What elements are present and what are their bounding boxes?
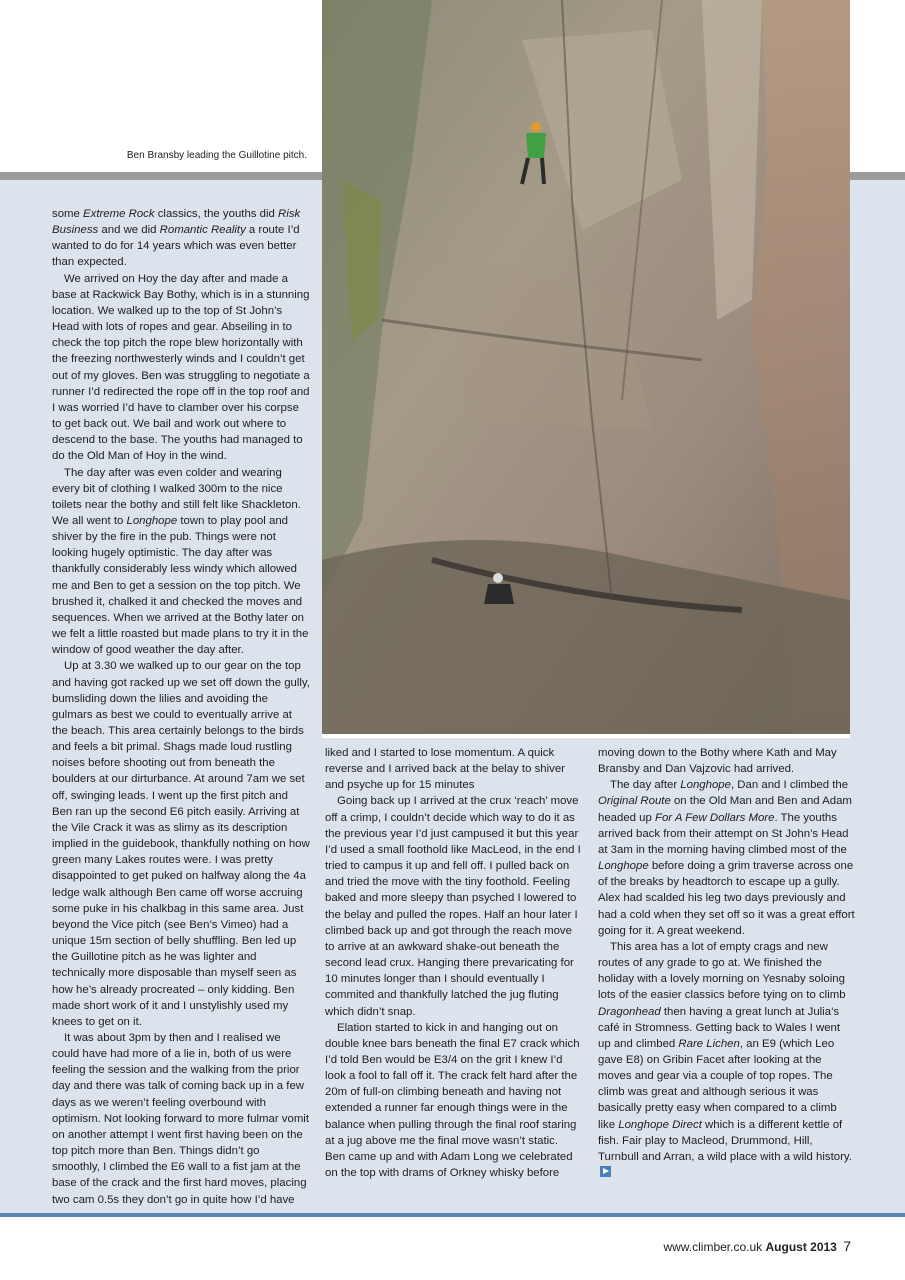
paragraph: Up at 3.30 we walked up to our gear on the top and having got racked up we set off down the gully, bumsliding down the lilies and avoiding the gulmars as best we could to eventually arrive at the beach. This area certainly belongs to the birds and feels a bit primal. Shags made loud rustling noises before shooting out from beneath the boulders at our dirturbance. At around 7am we set off, swinging leads. I went up the first pitch and Ben ran up the second E6 pitch easily. Arriving at the Vile Crack it was as slimy as its description implied in the guidebook, thankfully nothing on how green many Lakes routes were. I was pretty disappointed to get puked on halfway along the 4a ledge walk although Ben came off worse accruing some puke in his chalkbag in this same area. Just beyond the Vice pitch (see Ben’s Vimeo) had a unique 15m section of belly shuffling. Ben led up the Guillotine pitch as he was lighter and technically more disposable than myself seen as how he’s already procreated – only kidding. Ben made short work of it and I unstylishly used my knees to get on it. [52,660,310,1028]
grey-divider-left [0,172,322,180]
paragraph: some Extreme Rock classics, the youths did Risk Business and we did Romantic Reality a route I’d wanted to do for 14 years which was even better than expected. [52,208,301,269]
italic-title: Dragonhead [598,1005,661,1018]
cliff-photo [322,0,850,734]
italic-title: Original Route [598,795,671,808]
page-number: 7 [843,1238,851,1254]
italic-title: Longhope Direct [618,1118,702,1131]
italic-title: Risk Business [52,208,301,237]
grey-divider-right [850,172,905,180]
paragraph: The day after was even colder and wearing every bit of clothing I walked 300m to the nice toilets near the bothy and still felt like Shackleton. We all went to Longhope town to play pool and shiver by the fire in the pub. Things were not looking hugely optimistic. The day after was thankfully considerably less windy which allowed me and Ben to get a session on the top pitch. We brushed it, chalked it and checked the moves and sequences. When we arrived at the Bothy later on we felt a little roasted but made plans to try it in the window of good weather the day after. [52,466,309,657]
paragraph: liked and I started to lose momentum. A quick reverse and I arrived back at the belay to shiver and psyche up for 15 minutes [325,747,565,792]
paragraph: We arrived on Hoy the day after and made a base at Rackwick Bay Bothy, which is in a stunning location. We walked up to the top of St John’s Head with lots of ropes and gear. Abseiling in to check the top pitch the rope blew horizontally with the freezing northwesterly winds and I couldn’t get out of my gloves. Ben was struggling to negotiate a runner I’d redirected the rope off in the top roof and I was worried I’d have to clamber over his corpse to get back out. We bail and work out where to descend to the base. The youths had managed to do the Old Man of Hoy in the wind. [52,272,310,463]
paragraph: Going back up I arrived at the crux ‘reach’ move off a crimp, I couldn’t decide which way to do it as the previous year I’d just campused it but this year I’d used a small foothold like MacLeod, in the end I tried to campus it up and fell off. I pulled back on and tried the move with the tiny foothold. Feeling baked and more sleepy than psyched I lowered to the belay and pulled the ropes. Half an hour later I climbed back up and got through the reach move to arrive at an awkward shake-out beneath the second lead crux. Hanging there prevaricating for 10 minutes longer than I should eventually I commited and thankfully latched the jug fluting which didn’t snap. [325,795,581,1018]
paragraph: moving down to the Bothy where Kath and May Bransby and Dan Vajzovic had arrived. [598,747,837,776]
article-column-1 [52,206,310,1208]
italic-title: Extreme Rock [83,208,155,220]
italic-title: For A Few Dollars More [655,811,775,824]
cliff-photo-illustration [322,0,850,734]
article-end-icon [600,1166,611,1177]
paragraph: This area has a lot of empty crags and new routes of any grade to go at. We finished the holiday with a lovely morning on Yesnaby soloing lots of the easier classics before tying on to climb Dragonhead then having a great lunch at Julia’s café in Stromness. Getting back to Wales I went up and climbed Rare Lichen, an E9 (which Leo gave E8) on Gribin Facet after looking at the moves and gear via a couple of top ropes. The climb was great and although serious it was basically pretty easy when compared to a climb like Longhope Direct which is a different kettle of fish. Fair play to Macleod, Drummond, Hill, Turnbull and Arran, a wild place with a wild history. [598,939,855,1181]
italic-title: Longhope [680,779,731,792]
article-column-2 [325,745,581,1181]
paragraph: It was about 3pm by then and I realised we could have had more of a lie in, both of us were feeling the session and the walking from the prior day and there was talk of coming back up in a few days as we weren’t feeling overbound with optimism. Not looking forward to more fulmar vomit on another attempt I went first having been on the top pitch more than Ben. Things didn’t go smoothly, I climbed the E6 wall to a fist jam at the base of the crack and the first hard moves, placing two cam 0.5s they don’t go in quite how I’d have [52,1031,310,1206]
italic-title: Longhope [126,514,178,527]
photo-caption: Ben Bransby leading the Guillotine pitch. [126,150,307,161]
article-column-3 [598,745,855,1181]
footer-rule [0,1213,905,1217]
photo-bottom-strip [322,734,850,738]
italic-title: Longhope [598,860,649,873]
italic-title: Romantic Reality [159,224,246,237]
italic-title: Rare Lichen [678,1037,740,1050]
paragraph: The day after Longhope, Dan and I climbed the Original Route on the Old Man and Ben and Adam headed up For A Few Dollars More. The youths arrived back from their attempt on St John’s Head at 3am in the morning having climbed most of the Longhope before doing a grim traverse across one of the breaks by headtorch to escape up a gully. Alex had scalded his leg two days previously and had a cold when they set off so it was a great effort going for it. A great weekend. [598,779,855,937]
footer-issue-date: August 2013 [765,1240,837,1254]
page-footer [663,1238,851,1254]
paragraph: Elation started to kick in and hanging out on double knee bars beneath the final E7 crack which I’d told Ben would be E3/4 on the grit I knew I’d look a fool to fall off it. The crack felt hard after the 20m of full-on climbing beneath and having not extended a runner far enough things were in the balance when pulling through the final roof staring at a jug above me the final move wasn’t static. Ben came up and with Adam Long we celebrated on the top with drams of Orkney whisky before [325,1021,580,1180]
footer-website[interactable]: www.climber.co.uk [663,1240,763,1254]
